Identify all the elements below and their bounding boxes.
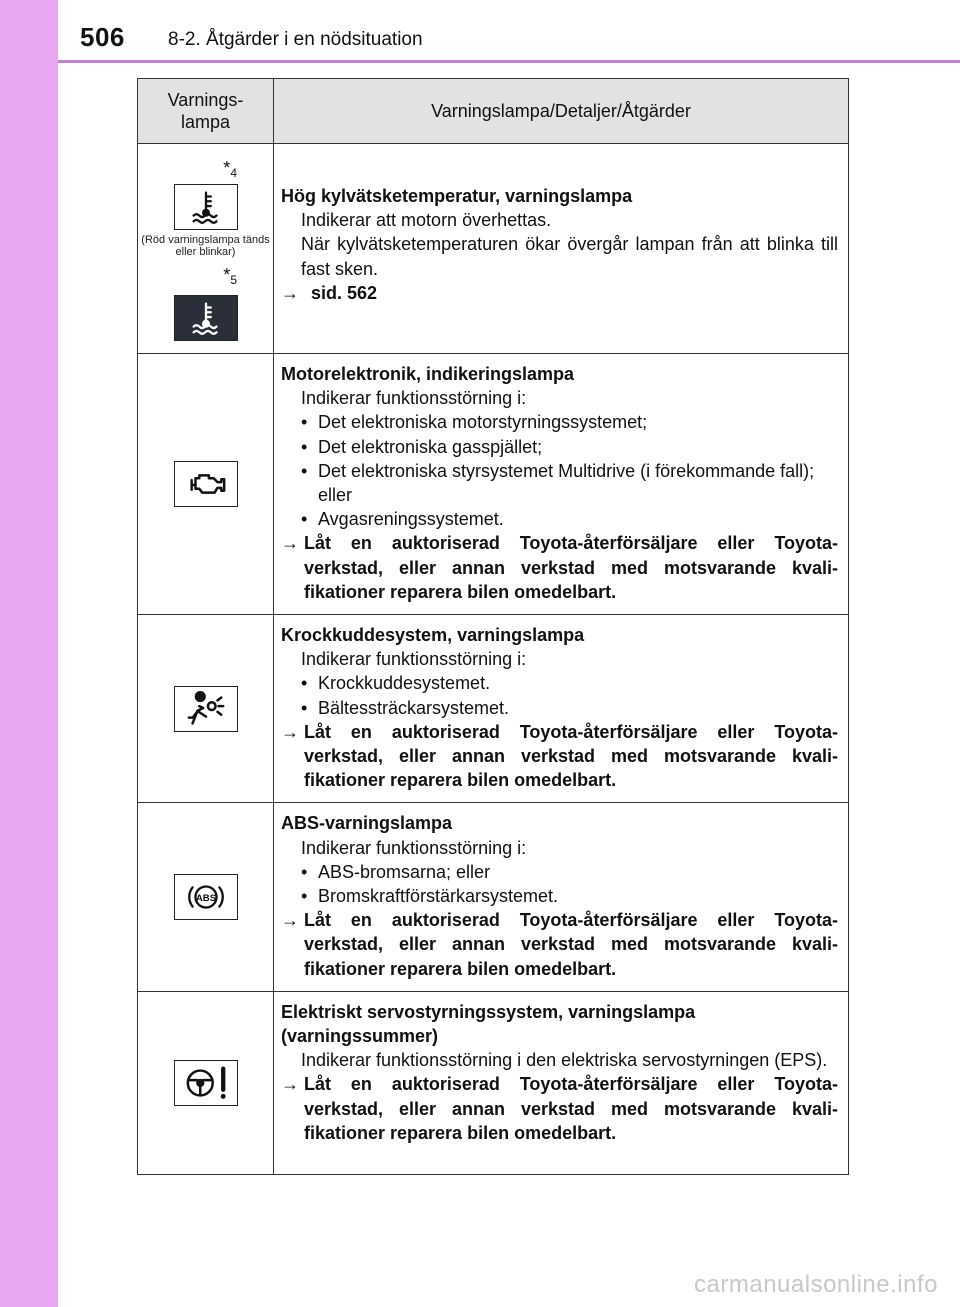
power-steering-icon	[174, 1060, 238, 1106]
lamp-title: Hög kylvätsketemperatur, varningslampa	[281, 186, 633, 206]
column-header-lamp-line2: lampa	[180, 112, 231, 132]
column-header-lamp	[138, 79, 274, 144]
lamp-title: Krockkuddesystem, varningslampa	[281, 625, 585, 646]
coolant-temperature-icon	[174, 295, 238, 341]
action-instruction	[281, 720, 838, 793]
description-line: Indikerar funktionsstörning i:	[301, 837, 527, 858]
details-cell	[274, 615, 849, 803]
airbag-icon	[174, 686, 238, 732]
details-cell	[274, 991, 849, 1174]
action-text: Låt en auktoriserad Toyota-återförsäljare eller Toyota-verkstad, eller annan verkstad med motsvarande kvali-fikationer reparera bilen omedelbart.	[304, 721, 838, 791]
bullet-item: • Krockkuddesystemet.	[281, 671, 838, 695]
footnote-marker	[138, 264, 273, 291]
footnote-star: *	[223, 264, 231, 285]
bullet-item: • Det elektroniska styrsystemet Multidrive (i förekommande fall); eller	[281, 459, 838, 507]
lamp-cell	[138, 354, 274, 615]
arrow-icon: →	[281, 282, 299, 303]
arrow-icon: →	[281, 1074, 299, 1095]
description-line: Indikerar att motorn överhettas.	[301, 210, 552, 231]
page-reference	[281, 281, 838, 305]
lamp-title: Motorelektronik, indikeringslampa	[281, 364, 575, 384]
description-line: När kylvätsketemperaturen ökar övergår lampan från att blinka till fast sken.	[301, 234, 838, 279]
lamp-title: Elektriskt servostyrningssystem, varningslampa (varningssummer)	[281, 1001, 696, 1047]
page-number: 506	[80, 22, 125, 52]
footnote-number: 4	[230, 165, 237, 180]
column-header-details: Varningslampa/Detaljer/Åtgärder	[274, 79, 849, 144]
table-header-row	[138, 79, 849, 144]
details-cell	[274, 803, 849, 991]
coolant-temperature-icon	[174, 184, 238, 230]
table-row	[138, 354, 849, 615]
description-line: Indikerar funktionsstörning i:	[301, 649, 527, 670]
lamp-cell	[138, 991, 274, 1174]
details-cell	[274, 144, 849, 354]
table-row	[138, 615, 849, 803]
lamp-caption: (Röd varningslampa tänds eller blinkar)	[141, 233, 270, 258]
column-header-lamp-line1: Varnings-	[167, 90, 244, 110]
warning-lights-table	[137, 78, 849, 1175]
table-row	[138, 991, 849, 1174]
bullet-item: • ABS-bromsarna; eller	[281, 860, 838, 884]
description-line: Indikerar funktionsstörning i:	[301, 388, 527, 409]
header-divider	[58, 60, 960, 63]
footnote-star: *	[223, 157, 231, 178]
arrow-icon: →	[281, 533, 299, 554]
description-line: Indikerar funktionsstörning i den elektriska servostyrningen (EPS).	[301, 1050, 828, 1071]
lamp-cell	[138, 144, 274, 354]
action-instruction	[281, 908, 838, 981]
bullet-item: • Det elektroniska gasspjället;	[281, 435, 838, 459]
footnote-number: 5	[230, 272, 237, 287]
section-title: 8-2. Åtgärder i en nödsituation	[168, 29, 423, 50]
abs-icon	[174, 874, 238, 920]
action-text: Låt en auktoriserad Toyota-återförsäljare eller Toyota-verkstad, eller annan verkstad med motsvarande kvali-fikationer reparera bilen omedelbart.	[304, 910, 838, 979]
arrow-icon: →	[281, 910, 299, 931]
action-text: Låt en auktoriserad Toyota-återförsäljare eller Toyota-verkstad, eller annan verkstad med motsvarande kvali-fikationer reparera bilen omedelbart.	[304, 1074, 838, 1143]
watermark: carmanualsonline.info	[694, 1271, 938, 1298]
bullet-item: • Avgasreningssystemet.	[281, 507, 838, 531]
reference-link[interactable]: sid. 562	[311, 282, 378, 303]
bullet-item: • Bromskraftförstärkarsystemet.	[281, 884, 838, 908]
engine-check-icon	[174, 461, 238, 507]
bullet-item: • Bältessträckarsystemet.	[281, 696, 838, 720]
lamp-cell	[138, 615, 274, 803]
action-instruction	[281, 531, 838, 604]
action-text: Låt en auktoriserad Toyota-återförsäljare eller Toyota-verkstad, eller annan verkstad med motsvarande kvali-fikationer reparera bilen omedelbart.	[304, 533, 838, 602]
lamp-cell	[138, 803, 274, 991]
bullet-item: • Det elektroniska motorstyrningssystemet;	[281, 410, 838, 434]
lamp-title: ABS-varningslampa	[281, 813, 453, 834]
footnote-marker	[138, 157, 273, 184]
table-row	[138, 144, 849, 354]
action-instruction	[281, 1072, 838, 1145]
arrow-icon: →	[281, 721, 299, 742]
abs-icon-label: ABS	[195, 892, 216, 904]
details-cell	[274, 354, 849, 615]
sidebar-stripe	[0, 0, 58, 1307]
table-row	[138, 803, 849, 991]
